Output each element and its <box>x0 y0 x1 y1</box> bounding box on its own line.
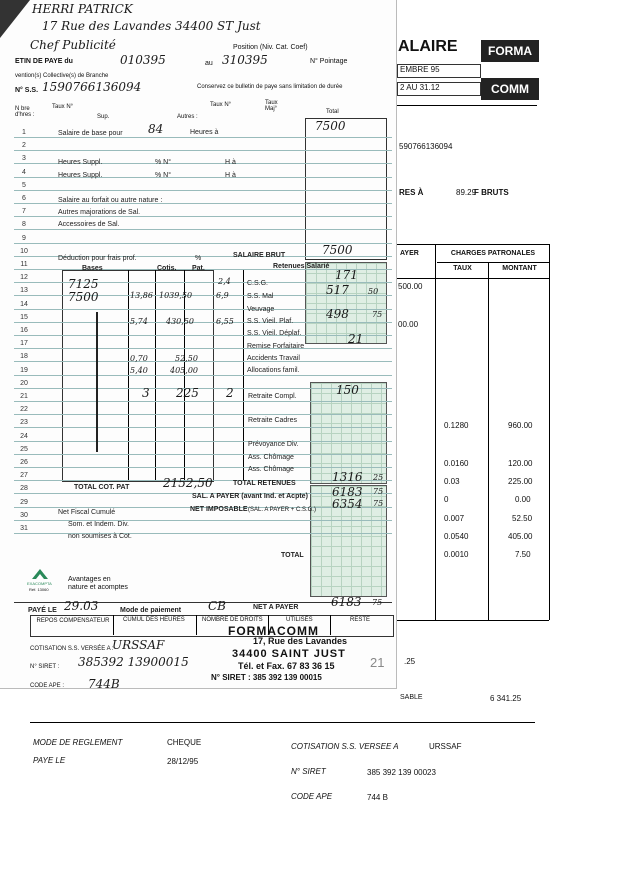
under-charge-montant: 405.00 <box>508 532 533 541</box>
row-line <box>14 190 392 191</box>
total-retenues-cents: 25 <box>373 473 384 482</box>
row-number: 12 <box>20 274 28 281</box>
label-total-retenues: TOTAL RETENUES <box>233 480 296 487</box>
under-col-montant: MONTANT <box>502 265 537 272</box>
label-net-imposable-note: (SAL. A PAYER + C.S.G.) <box>248 507 316 513</box>
row-number: 26 <box>20 459 28 466</box>
retraite-cotis: 225 <box>176 386 199 400</box>
label-heures-suppl-2: Heures Suppl. <box>58 172 103 179</box>
ssmal-cents: 50 <box>368 287 379 296</box>
under-table-top <box>397 244 549 245</box>
under-paye-label: PAYE LE <box>33 756 66 765</box>
label-retraite: Retraite Compl. <box>248 393 297 400</box>
repos-divider-1 <box>113 615 114 635</box>
base-hours: 84 <box>148 122 164 136</box>
exacompta-ref: Réf. 13060 <box>29 587 49 592</box>
label-total-cot: TOTAL COT. PAT <box>74 484 130 491</box>
retraite-rate: 2 <box>226 386 234 400</box>
ssmal-cotis: 1039,50 <box>159 291 193 300</box>
cumul-label: CUMUL DES HEURES <box>123 617 185 623</box>
total-retenues-value: 1316 <box>332 470 363 484</box>
period-from: 010395 <box>120 53 166 67</box>
under-gross-value: 89.29 <box>456 188 477 197</box>
period-au: au <box>205 60 213 67</box>
under-siret-value: 385 392 139 00023 <box>367 768 436 777</box>
bulletin-label: ETIN DE PAYE du <box>15 58 73 65</box>
under-siret-label: N° SIRET <box>291 767 326 776</box>
row-number: 23 <box>20 419 28 426</box>
vieil-rate: 6,55 <box>216 317 234 326</box>
row-line <box>14 427 392 428</box>
under-mode-value: CHEQUE <box>167 738 202 747</box>
label-heures-suppl-1: Heures Suppl. <box>58 159 103 166</box>
row-number: 25 <box>20 446 28 453</box>
row-line <box>14 441 392 442</box>
pointage-label: N° Pointage <box>310 58 348 65</box>
under-cotisation-label: COTISATION S.S. VERSEE A <box>291 742 399 751</box>
label-chomage-2: Ass. Chômage <box>248 466 294 473</box>
row-number: 1 <box>22 129 26 136</box>
under-ss-number: 590766136094 <box>399 142 453 151</box>
employee-address: 17 Rue des Lavandes 34400 ST Just <box>42 19 261 33</box>
base-value-2: 7500 <box>68 290 99 304</box>
reste-label: RESTE <box>350 617 371 623</box>
base-total: 7500 <box>315 119 346 133</box>
under-cotisation-value: URSSAF <box>429 742 462 751</box>
ssmal-amount: 517 <box>326 283 349 297</box>
under-ape-label: CODE APE <box>291 792 333 801</box>
label-pat: Pat. <box>192 265 205 272</box>
under-title: ALAIRE <box>398 38 458 55</box>
label-veuvage: Veuvage <box>247 306 275 313</box>
head-taux2: Taux N° <box>210 102 232 108</box>
under-charge-taux: 0.0010 <box>444 550 469 559</box>
under-period-range: 2 AU 31.12 <box>397 82 481 96</box>
row-line <box>14 375 392 376</box>
label-prevoyance: Prévoyance Div. <box>248 441 299 448</box>
row-number: 3 <box>22 155 26 162</box>
row-number: 19 <box>20 367 28 374</box>
row-number: 24 <box>20 433 28 440</box>
under-col-payer: AYER <box>400 250 419 257</box>
position-label: Position (Niv. Cat. Coef) <box>233 44 308 51</box>
under-divider <box>397 105 537 106</box>
under-col-divider-1 <box>435 244 436 620</box>
total-column-box <box>305 118 387 260</box>
under-period-month: EMBRE 95 <box>397 64 481 78</box>
under-imposable-value: 6 341.25 <box>490 694 522 703</box>
row-line <box>14 322 392 323</box>
row-number: 17 <box>20 340 28 347</box>
ss-number: 1590766136094 <box>42 80 142 94</box>
employee-name: HERRI PATRICK <box>32 2 133 16</box>
row-number: 22 <box>20 406 28 413</box>
label-remise-forfaitaire: Remise Forfaitaire <box>247 343 305 350</box>
csg-amount: 171 <box>335 268 358 282</box>
siret-value: 385392 13900015 <box>78 655 189 669</box>
row-number: 14 <box>20 301 28 308</box>
alloc-cotis: 405,00 <box>170 366 198 375</box>
label-bases: Bases <box>82 265 103 272</box>
label-salaire-brut: SALAIRE BRUT <box>233 252 286 259</box>
row-number: 27 <box>20 472 28 479</box>
retenues-grid-bottom <box>310 382 387 484</box>
row-line <box>14 401 392 402</box>
label-pct-1: % N° <box>155 159 172 166</box>
stamp-fragment: 21 <box>370 655 385 670</box>
repos-label: REPOS COMPENSATEUR <box>36 618 110 624</box>
mode-paiement-value: CB <box>208 599 226 613</box>
label-majorations: Autres majorations de Sal. <box>58 209 141 216</box>
row-number: 4 <box>22 169 26 176</box>
label-cadres: Retraite Cadres <box>248 417 298 424</box>
under-footer-line <box>30 722 535 723</box>
accidents-cotis: 52,50 <box>175 354 198 363</box>
row-number: 11 <box>20 261 28 268</box>
ape-label: CODE APE : <box>30 683 65 689</box>
label-cotis: Cotis. <box>157 265 177 272</box>
company-phone: Tél. et Fax. 67 83 36 15 <box>238 661 335 671</box>
under-gross-unit: F BRUTS <box>474 188 509 197</box>
period-to: 310395 <box>222 53 268 67</box>
row-line <box>14 348 392 349</box>
under-header-line <box>397 278 549 279</box>
label-allocations: Allocations famil. <box>247 367 300 374</box>
under-table-bottom <box>397 620 549 621</box>
label-vieil-deplaf: S.S. Vieil. Déplaf. <box>247 330 302 337</box>
head-sup: Sup. <box>97 114 110 120</box>
under-logo-top: FORMA <box>481 40 539 62</box>
cotis-versee-label: COTISATION S.S. VERSÉE A : <box>30 646 114 652</box>
under-charge-taux: 0.03 <box>444 477 460 486</box>
total-cot-value: 2152,50 <box>163 476 213 490</box>
net-payer-cents: 75 <box>372 598 383 607</box>
utilises-label: UTILISÉS <box>286 617 313 623</box>
head-taux3: Taux Maj° <box>265 100 278 112</box>
label-h-a-1: H à <box>225 159 236 166</box>
row-line <box>14 335 392 336</box>
row-line <box>14 467 392 468</box>
label-net-payer: NET A PAYER <box>253 604 299 611</box>
label-net-fiscal: Net Fiscal Cumulé <box>58 509 116 516</box>
row-number: 6 <box>22 195 26 202</box>
paye-le-value: 29.03 <box>64 599 99 613</box>
label-non-soumises: non soumises à Cot. <box>68 533 132 540</box>
under-charge-montant: 120.00 <box>508 459 533 468</box>
under-charge-montant: 225.00 <box>508 477 533 486</box>
label-total: TOTAL <box>281 552 304 559</box>
under-paye-value: 28/12/95 <box>167 757 199 766</box>
label-deduction: Déduction pour frais prof. <box>58 255 137 262</box>
under-charge-taux: 0.007 <box>444 514 465 523</box>
label-pct-2: % N° <box>155 172 172 179</box>
convention-label: vention(s) Collective(s) de Branche <box>15 73 109 79</box>
base-value-1: 7125 <box>68 277 99 291</box>
row-number: 21 <box>20 393 28 400</box>
under-gross-label: RES À <box>399 188 424 197</box>
under-payer-value-1: 500.00 <box>398 282 423 291</box>
row-line <box>14 216 392 217</box>
label-forfait: Salaire au forfait ou autre nature : <box>58 197 163 204</box>
row-number: 13 <box>20 287 28 294</box>
company-street: 17, Rue des Lavandes <box>253 636 348 646</box>
net-payer-value: 6183 <box>331 595 362 609</box>
company-city: 34400 SAINT JUST <box>232 648 346 660</box>
label-pct: % <box>195 255 202 262</box>
label-salaire-base: Salaire de base pour <box>58 130 123 137</box>
label-net-imposable: NET IMPOSABLE <box>190 506 248 513</box>
under-col-charges: CHARGES PATRONALES <box>450 250 536 257</box>
row-number: 29 <box>20 499 28 506</box>
net-imposable-cents: 75 <box>373 499 384 508</box>
cotis-versee-value: URSSAF <box>112 638 165 652</box>
exacompta-logo <box>30 567 50 581</box>
vertical-stroke <box>96 312 98 452</box>
row-number: 28 <box>20 485 28 492</box>
row-number: 8 <box>22 221 26 228</box>
vieil-amount: 498 <box>326 307 349 321</box>
siret-label: N° SIRET : <box>30 664 60 670</box>
head-total: Total <box>326 109 339 115</box>
retraite-pct: 3 <box>142 386 150 400</box>
row-line <box>14 229 392 230</box>
label-avantages: Avantages en nature et acomptes <box>68 576 128 591</box>
under-charge-taux: 0 <box>444 495 449 504</box>
label-mode-paiement: Mode de paiement <box>120 607 182 614</box>
conserve-label: Conservez ce bulletin de paye sans limitation de durée <box>197 84 343 90</box>
repos-divider-4 <box>330 615 331 635</box>
label-vieil-plaf: S.S. Vieil. Plaf. <box>247 318 294 325</box>
under-mode-label: MODE DE REGLEMENT <box>33 738 123 747</box>
brut-value: 7500 <box>322 243 353 257</box>
label-sal-payer: SAL. A PAYER (avant Ind. et Acpte) <box>192 493 308 500</box>
alloc-pct: 5,40 <box>130 366 148 375</box>
under-charge-montant: 0.00 <box>515 495 531 504</box>
row-number: 16 <box>20 327 28 334</box>
label-paye-le: PAYÉ LE <box>28 607 57 614</box>
row-number: 2 <box>22 142 26 149</box>
row-line <box>14 150 392 151</box>
label-h-a-2: H à <box>225 172 236 179</box>
under-logo-bottom: COMM <box>481 78 539 100</box>
label-csg: C.S.G. <box>247 280 269 287</box>
row-line <box>14 137 392 138</box>
label-ssmal: S.S. Mal <box>247 293 274 300</box>
under-charge-taux: 0.0160 <box>444 459 469 468</box>
sal-payer-value: 6183 <box>332 485 363 499</box>
under-col-divider-3 <box>549 244 550 620</box>
head-autres: Autres : <box>177 114 198 120</box>
ape-value: 744B <box>88 677 120 691</box>
company-name: FORMACOMM <box>228 624 319 638</box>
row-number: 18 <box>20 353 28 360</box>
row-number: 9 <box>22 235 26 242</box>
under-col-taux: TAUX <box>453 265 472 272</box>
row-number: 10 <box>20 248 28 255</box>
droits-label: NOMBRE DE DROITS <box>202 617 263 623</box>
row-number: 20 <box>20 380 28 387</box>
label-chomage-1: Ass. Chômage <box>248 454 294 461</box>
row-number: 30 <box>20 512 28 519</box>
ssmal-rate: 6,9 <box>216 291 229 300</box>
repos-divider-2 <box>196 615 197 635</box>
accidents-pct: 0,70 <box>130 354 148 363</box>
row-number: 5 <box>22 182 26 189</box>
label-retenues: Retenues Salarié <box>273 263 330 270</box>
under-col-divider-2 <box>488 262 489 620</box>
remise-forfaitaire-value: 21 <box>348 332 364 346</box>
row-number: 7 <box>22 208 26 215</box>
row-line <box>14 414 392 415</box>
vieil-pct: 5,74 <box>130 317 148 326</box>
under-charge-montant: 52.50 <box>512 514 533 523</box>
under-charge-taux: 0.0540 <box>444 532 469 541</box>
retraite-amount: 150 <box>336 383 359 397</box>
under-charge-taux: 0.1280 <box>444 421 469 430</box>
csg-rate: 2,4 <box>218 277 231 286</box>
exacompta-label: EXACOMPTA <box>27 581 52 586</box>
employee-position: Chef Publicité <box>30 38 116 52</box>
folded-corner <box>0 0 30 38</box>
row-line <box>14 361 392 362</box>
under-charge-montant: 7.50 <box>515 550 531 559</box>
row-number: 15 <box>20 314 28 321</box>
label-accessoires: Accessoires de Sal. <box>58 221 120 228</box>
under-ape-value: 744 B <box>367 793 388 802</box>
net-imposable-value: 6354 <box>332 497 363 511</box>
label-heures-a: Heures à <box>190 129 219 136</box>
under-net-fragment: .25 <box>404 657 416 666</box>
row-line <box>14 454 392 455</box>
ss-label: N° S.S. <box>15 87 39 94</box>
sal-payer-cents: 75 <box>373 487 384 496</box>
under-imposable-label: SABLE <box>400 694 423 701</box>
head-heures: N bre d'hres : <box>15 106 35 118</box>
company-siret: N° SIRET : 385 392 139 00015 <box>211 673 322 682</box>
vieil-cents: 75 <box>372 310 383 319</box>
label-sommes: Som. et Indem. Div. <box>68 521 129 528</box>
under-payer-value-2: 00.00 <box>398 320 419 329</box>
under-charge-montant: 960.00 <box>508 421 533 430</box>
ssmal-pct: 13,86 <box>130 291 153 300</box>
head-taux: Taux N° <box>52 104 74 110</box>
label-accidents: Accidents Travail <box>247 355 300 362</box>
vieil-cotis: 430,50 <box>166 317 194 326</box>
under-sub-header-line <box>437 262 549 263</box>
row-number: 31 <box>20 525 28 532</box>
